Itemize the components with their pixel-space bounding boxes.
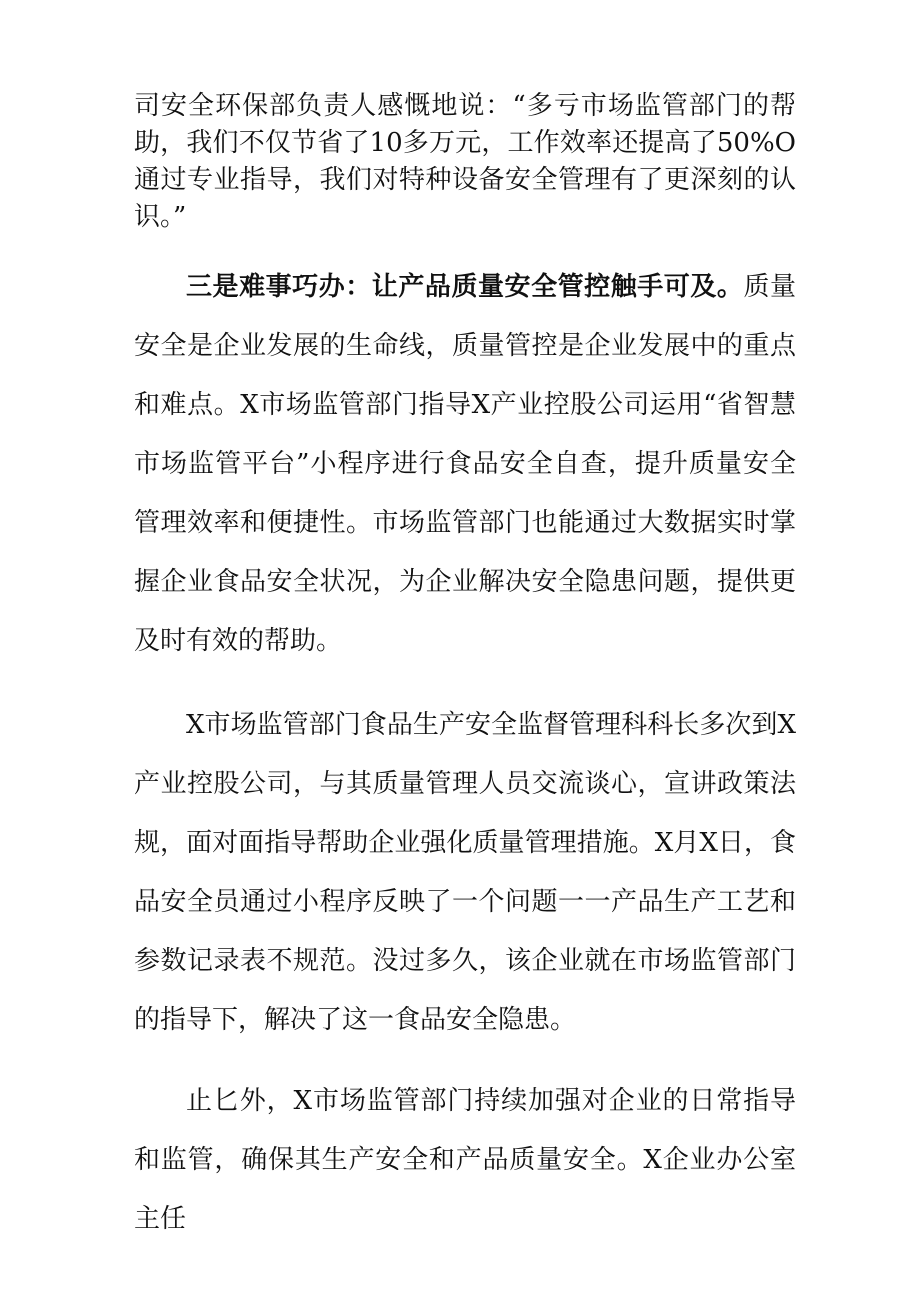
paragraph-spacer (134, 671, 796, 696)
paragraph-text: 止匕外，X市场监管部门持续加强对企业的日常指导和监管，确保其生产安全和产品质量安全。X企业办公室主任 (134, 1086, 796, 1234)
paragraph-text: 质量安全是企业发展的生命线，质量管控是企业发展中的重点和难点。X市场监管部门指导X产业控股公司运用“省智慧市场监管平台”小程序进行食品安全自查，提升质量安全管理效率和便捷性。市场监管部门也能通过大数据实时掌握企业食品安全状况，为企业解决安全隐患问题，提供更及时有效的帮助。 (134, 272, 796, 656)
paragraph-daily-supervision (134, 1072, 796, 1249)
paragraph-text: X市场监管部门食品生产安全监督管理科科长多次到X产业控股公司，与其质量管理人员交流谈心，宣讲政策法规，面对面指导帮助企业强化质量管理措施。X月X日，食品安全员通过小程序反映了一个问题一一产品生产工艺和参数记录表不规范。没过多久，该企业就在市场监管部门的指导下，解决了这一食品安全隐患。 (134, 710, 796, 1035)
paragraph-food-safety-guidance (134, 696, 796, 1050)
paragraph-spacer (134, 236, 796, 258)
paragraph-spacer (134, 1050, 796, 1072)
section-heading: 三是难事巧办：让产品质量安全管控触手可及。 (186, 272, 744, 302)
paragraph-quality-control (134, 258, 796, 671)
paragraph-quote-continuation (134, 88, 796, 236)
paragraph-text: 司安全环保部负责人感慨地说：“多亏市场监管部门的帮助，我们不仅节省了10多万元，工作效率还提高了50%O通过专业指导，我们对特种设备安全管理有了更深刻的认识。” (134, 91, 796, 232)
